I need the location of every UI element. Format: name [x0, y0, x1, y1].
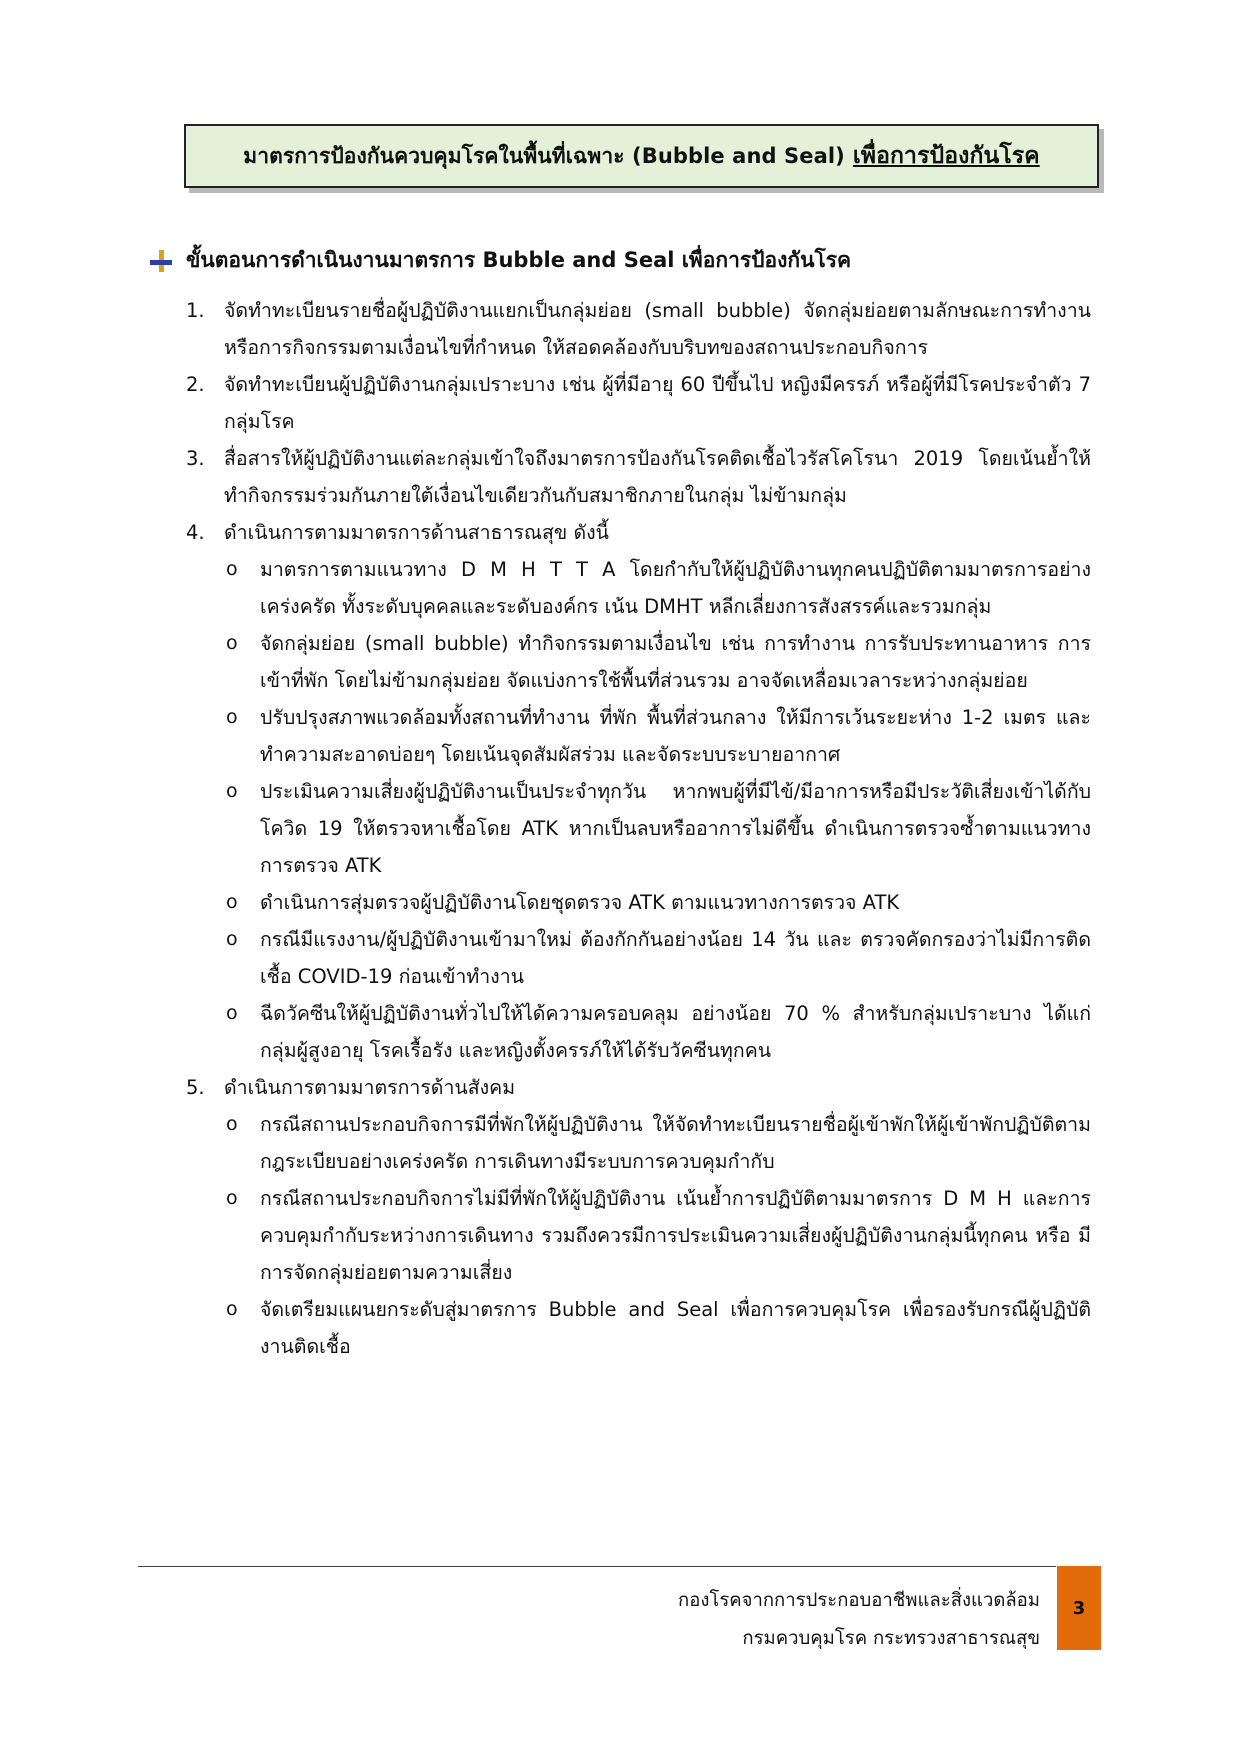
- item-number: 2.: [186, 373, 205, 396]
- sub-item-text: จัดเตรียมแผนยกระดับสู่มาตรการ Bubble and Seal เพื่อการควบคุมโรค เพื่อรองรับกรณีผู้ปฏิบัติงานติดเชื้อ: [260, 1298, 1091, 1358]
- item-text: ดำเนินการตามมาตรการด้านสังคม: [224, 1076, 516, 1099]
- item-text: ดำเนินการตามมาตรการด้านสาธารณสุข ดังนี้: [224, 521, 609, 544]
- sub-list-item: [226, 1291, 1091, 1365]
- footer-department: กองโรคจากการประกอบอาชีพและสิ่งแวดล้อม: [678, 1590, 1040, 1611]
- page-number: 3: [1057, 1566, 1101, 1650]
- footer-ministry: กรมควบคุมโรค กระทรวงสาธารณสุข: [742, 1628, 1040, 1649]
- list-item: [186, 440, 1091, 514]
- list-item: [186, 292, 1091, 366]
- section-heading-text: ขั้นตอนการดำเนินงานมาตรการ Bubble and Seal เพื่อการป้องกันโรค: [186, 248, 852, 272]
- circle-bullet-icon: o: [226, 1113, 238, 1135]
- circle-bullet-icon: o: [226, 928, 238, 950]
- circle-bullet-icon: o: [226, 1187, 238, 1209]
- item-number: 5.: [186, 1076, 205, 1099]
- sub-item-text: กรณีสถานประกอบกิจการไม่มีที่พักให้ผู้ปฏิบัติงาน เน้นย้ำการปฏิบัติตามมาตรการ D M H และการควบคุมกำกับระหว่างการเดินทาง รวมถึงควรมีการประเมินความเสี่ยงผู้ปฏิบัติงานกลุ่มนี้ทุกคน หรือ มีการจัดกลุ่มย่อยตามความเสี่ยง: [260, 1187, 1091, 1284]
- footer-divider: [138, 1566, 1056, 1567]
- circle-bullet-icon: o: [226, 891, 238, 913]
- title-main: มาตรการป้องกันควบคุมโรคในพื้นที่เฉพาะ (Bubble and Seal): [243, 143, 845, 168]
- procedure-list: [186, 292, 1091, 1365]
- document-title-box: [184, 124, 1099, 188]
- sub-list-item: [226, 1106, 1091, 1180]
- circle-bullet-icon: o: [226, 1002, 238, 1024]
- title-underlined: เพื่อการป้องกันโรค: [852, 143, 1040, 169]
- sub-list-item: [226, 995, 1091, 1069]
- item-text: จัดทำทะเบียนผู้ปฏิบัติงานกลุ่มเปราะบาง เช่น ผู้ที่มีอายุ 60 ปีขึ้นไป หญิงมีครรภ์ หรือผู้ที่มีโรคประจำตัว 7 กลุ่มโรค: [224, 373, 1091, 433]
- item-number: 1.: [186, 299, 205, 322]
- sub-list-item: [226, 551, 1091, 625]
- sub-list-item: [226, 773, 1091, 884]
- item-number: 4.: [186, 521, 205, 544]
- cross-bullet-icon: [150, 250, 172, 272]
- circle-bullet-icon: o: [226, 780, 238, 802]
- sub-list-item: [226, 921, 1091, 995]
- sub-list-item: [226, 625, 1091, 699]
- item-text: จัดทำทะเบียนรายชื่อผู้ปฏิบัติงานแยกเป็นกลุ่มย่อย (small bubble) จัดกลุ่มย่อยตามลักษณะการทำงานหรือการกิจกรรมตามเงื่อนไขที่กำหนด ให้สอดคล้องกับบริบทของสถานประกอบกิจการ: [224, 299, 1091, 359]
- circle-bullet-icon: o: [226, 706, 238, 728]
- circle-bullet-icon: o: [226, 632, 238, 654]
- sub-item-text: กรณีสถานประกอบกิจการมีที่พักให้ผู้ปฏิบัติงาน ให้จัดทำทะเบียนรายชื่อผู้เข้าพักให้ผู้เข้าพักปฏิบัติตามกฎระเบียบอย่างเคร่งครัด การเดินทางมีระบบการควบคุมกำกับ: [260, 1113, 1091, 1173]
- list-item: [186, 1069, 1091, 1106]
- list-item: [186, 366, 1091, 440]
- sub-item-text: จัดกลุ่มย่อย (small bubble) ทำกิจกรรมตามเงื่อนไข เช่น การทำงาน การรับประทานอาหาร การเข้าที่พัก โดยไม่ข้ามกลุ่มย่อย จัดแบ่งการใช้พื้นที่ส่วนรวม อาจจัดเหลื่อมเวลาระหว่างกลุ่มย่อย: [260, 632, 1091, 692]
- item-text: สื่อสารให้ผู้ปฏิบัติงานแต่ละกลุ่มเข้าใจถึงมาตรการป้องกันโรคติดเชื้อไวรัสโคโรนา 2019 โดยเน้นย้ำให้ทำกิจกรรมร่วมกันภายใต้เงื่อนไขเดียวกันกับสมาชิกภายในกลุ่ม ไม่ข้ามกลุ่ม: [224, 447, 1091, 507]
- section-heading: [150, 244, 851, 277]
- sub-list-item: [226, 884, 1091, 921]
- sub-item-text: ดำเนินการสุ่มตรวจผู้ปฏิบัติงานโดยชุดตรวจ ATK ตามแนวทางการตรวจ ATK: [260, 891, 900, 914]
- sub-item-text: ฉีดวัคซีนให้ผู้ปฏิบัติงานทั่วไปให้ได้ความครอบคลุม อย่างน้อย 70 % สำหรับกลุ่มเปราะบาง ได้แก่ กลุ่มผู้สูงอายุ โรคเรื้อรัง และหญิงตั้งครรภ์ให้ได้รับวัคซีนทุกคน: [260, 1002, 1091, 1062]
- footer: [678, 1582, 1040, 1658]
- sub-item-text: กรณีมีแรงงาน/ผู้ปฏิบัติงานเข้ามาใหม่ ต้องกักกันอย่างน้อย 14 วัน และ ตรวจคัดกรองว่าไม่มีการติดเชื้อ COVID-19 ก่อนเข้าทำงาน: [260, 928, 1091, 988]
- sub-list-item: [226, 1180, 1091, 1291]
- sub-item-text: มาตรการตามแนวทาง D M H T T A โดยกำกับให้ผู้ปฏิบัติงานทุกคนปฏิบัติตามมาตรการอย่างเคร่งครัด ทั้งระดับบุคคลและระดับองค์กร เน้น DMHT หลีกเลี่ยงการสังสรรค์และรวมกลุ่ม: [260, 558, 1091, 618]
- list-item: [186, 514, 1091, 551]
- item-number: 3.: [186, 447, 205, 470]
- sub-item-text: ปรับปรุงสภาพแวดล้อมทั้งสถานที่ทำงาน ที่พัก พื้นที่ส่วนกลาง ให้มีการเว้นระยะห่าง 1-2 เมตร และทำความสะอาดบ่อยๆ โดยเน้นจุดสัมผัสร่วม และจัดระบบระบายอากาศ: [260, 706, 1091, 766]
- circle-bullet-icon: o: [226, 558, 238, 580]
- circle-bullet-icon: o: [226, 1298, 238, 1320]
- sub-item-text: ประเมินความเสี่ยงผู้ปฏิบัติงานเป็นประจำทุกวัน หากพบผู้ที่มีไข้/มีอาการหรือมีประวัติเสี่ยงเข้าได้กับโควิด 19 ให้ตรวจหาเชื้อโดย ATK หากเป็นลบหรืออาการไม่ดีขึ้น ดำเนินการตรวจซ้ำตามแนวทางการตรวจ ATK: [260, 780, 1091, 877]
- sub-list-item: [226, 699, 1091, 773]
